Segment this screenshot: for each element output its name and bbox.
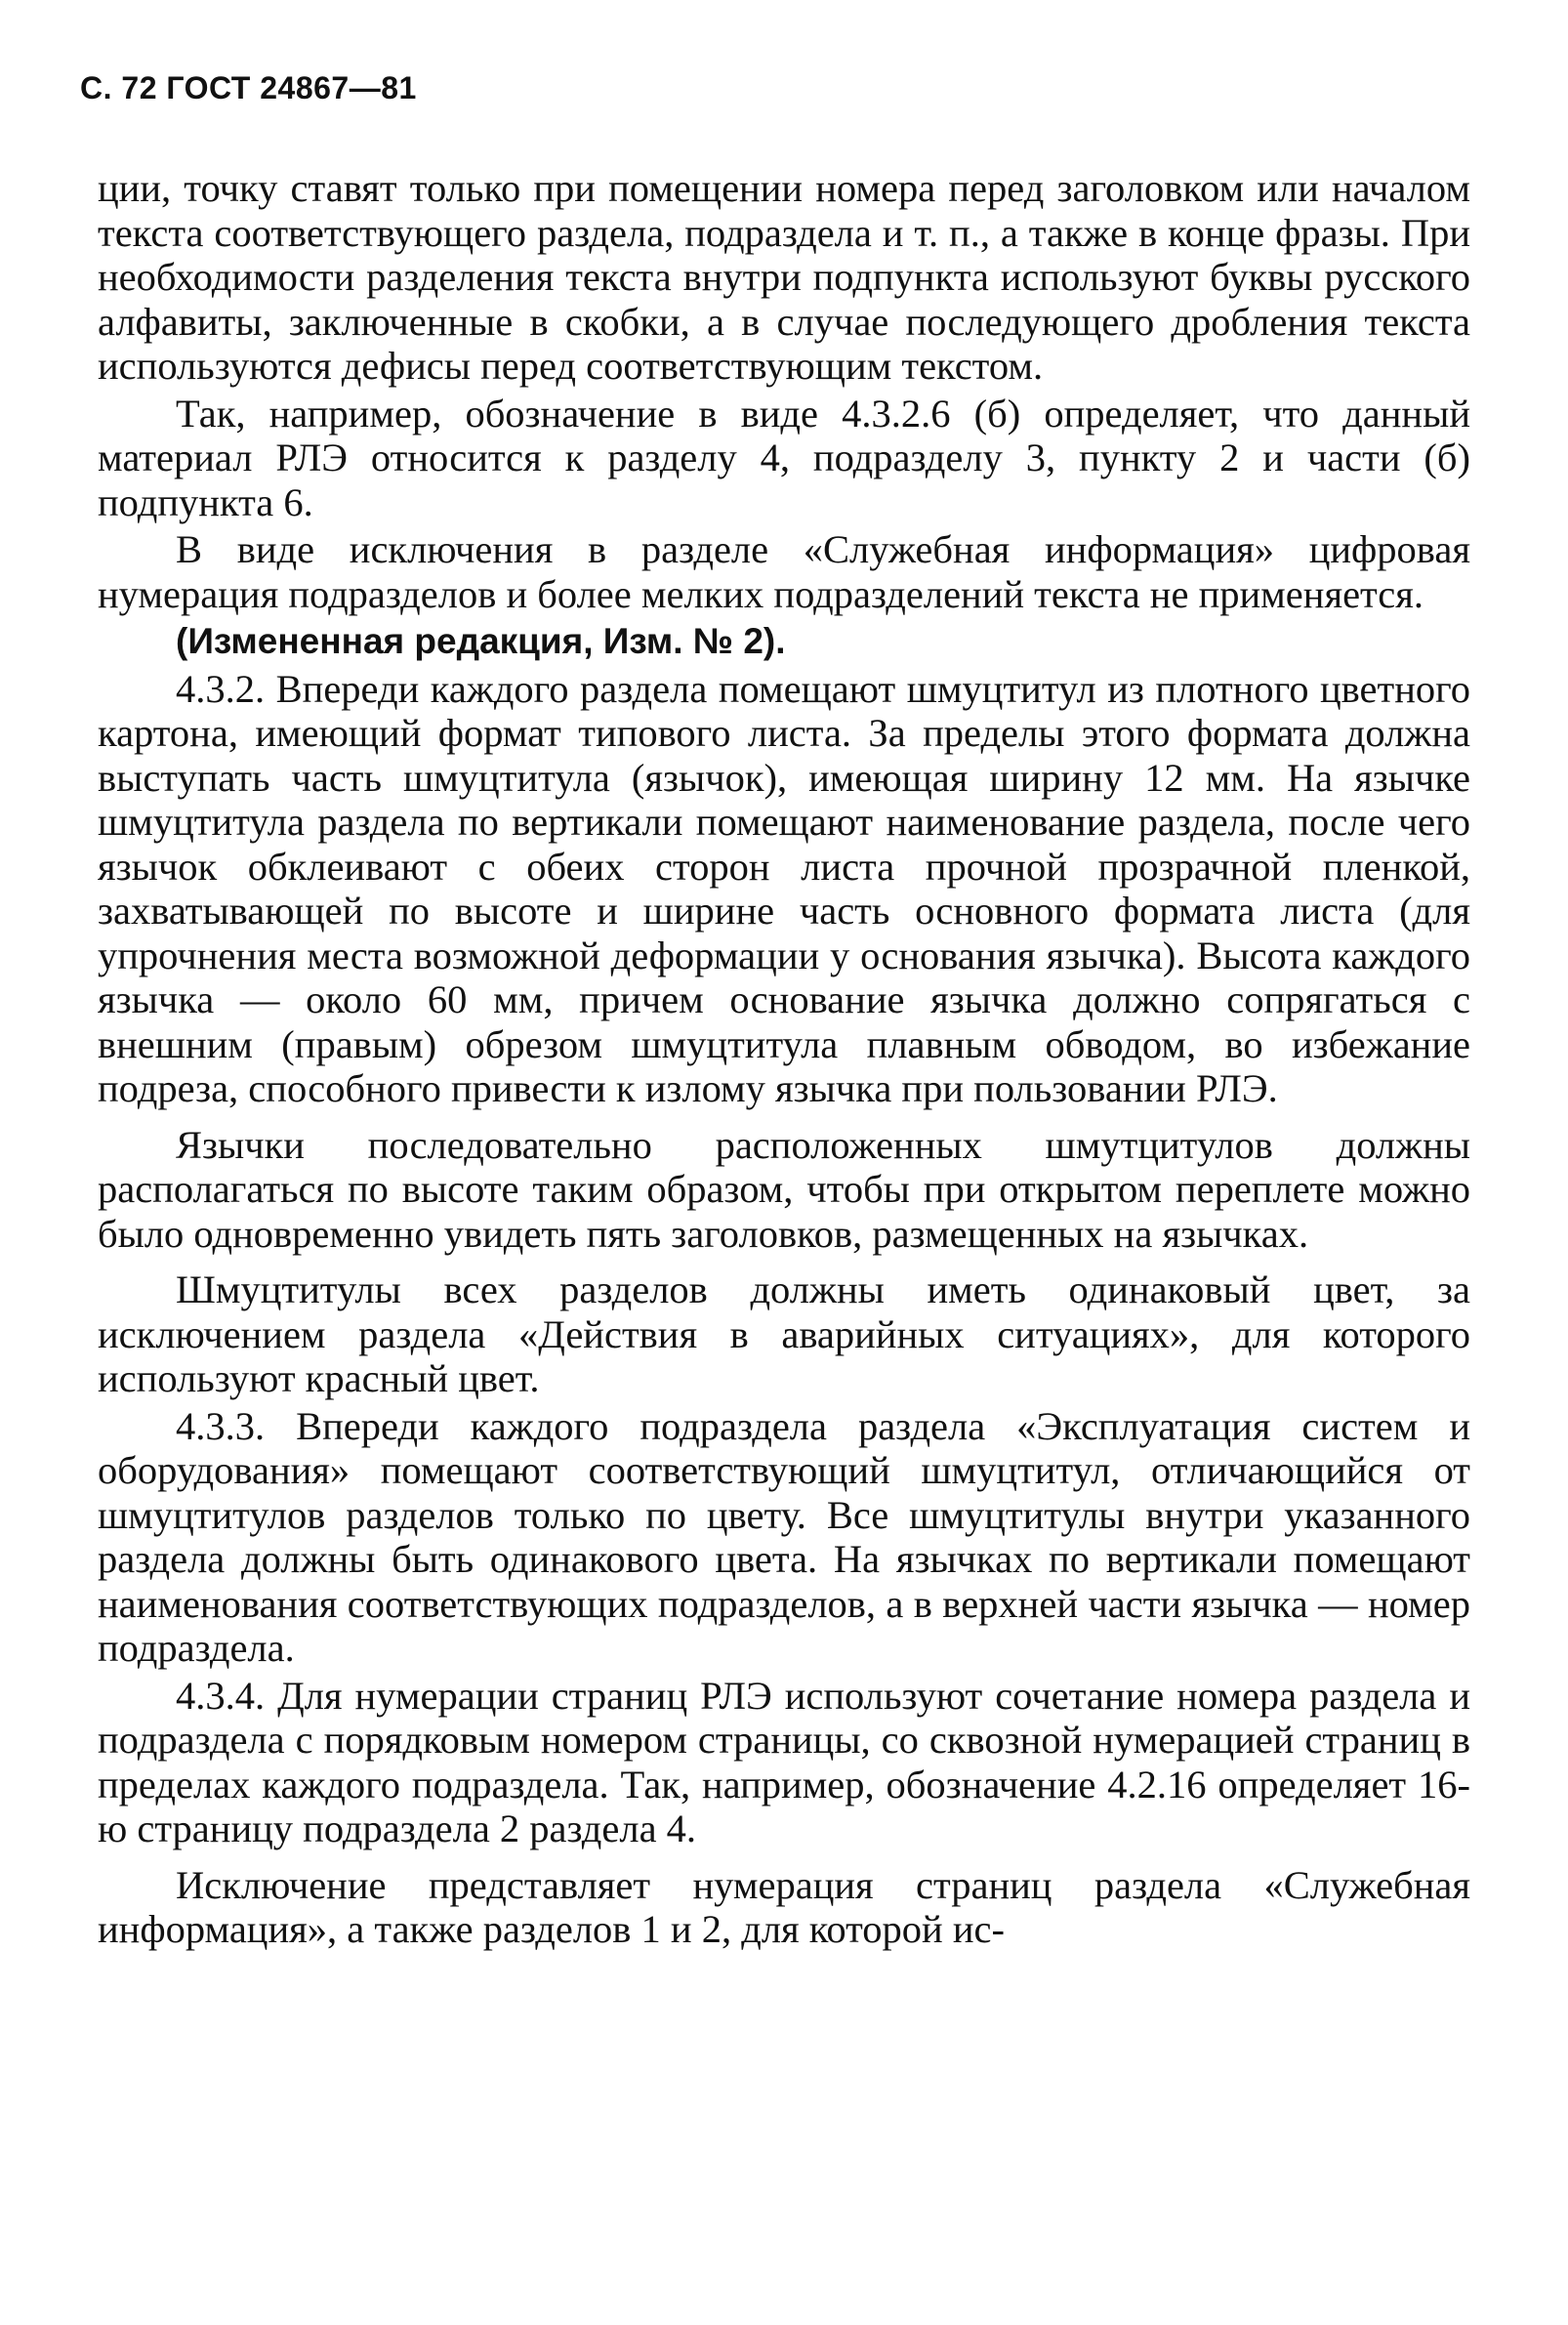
document-body [98,166,1470,1955]
paragraph-tabs-color: Шмуцтитулы всех разделов должны иметь одинаковый цвет, за исключением раздела «Действия в аварийных ситуациях», для которого используют красный цвет. [98,1267,1470,1400]
amendment-note: (Измененная редакция, Изм. № 2). [176,621,786,661]
paragraph-4-3-2: 4.3.2. Впереди каждого раздела помещают шмуцтитул из плотного цветного картона, имеющий формат типового листа. За пределы этого формата должна выступать часть шмуцтитула (язычок), имеющая ширину 12 мм. На язычке шмуцтитула раздела по вертикали помещают наименование раздела, после чего язычок обклеивают с обеих сторон листа прочной прозрачной пленкой, захватывающей по высоте и ширине часть основного формата листа (для упрочнения места возможной деформации у основания язычка). Высота каждого язычка — около 60 мм, причем основание язычка должно сопрягаться с внешним (правым) обрезом шмуцтитула плавным обводом, во избежание подреза, способного привести к излому язычка при пользовании РЛЭ. [98,666,1470,1110]
running-header: С. 72 ГОСТ 24867—81 [80,70,417,105]
paragraph-continuation: ции, точку ставят только при помещении номера перед заголовком или началом текста соответствующего раздела, подраздела и т. п., а также в конце фразы. При необходимости разделения текста внутри подпункта используют буквы русского алфавиты, заключенные в скобки, а в случае последующего дробления текста используются дефисы перед соответствующим текстом. [98,166,1470,388]
paragraph-example-designation: Так, например, обозначение в виде 4.3.2.6 (б) определяет, что данный материал РЛЭ относится к разделу 4, подразделу 3, пункту 2 и части (б) подпункта 6. [98,391,1470,524]
paragraph-tabs-arrangement: Язычки последовательно расположенных шмутцитулов должны располагаться по высоте таким образом, чтобы при открытом переплете можно было одновременно увидеть пять заголовков, размещенных на язычках. [98,1122,1470,1256]
paragraph-exception-service-info: В виде исключения в разделе «Служебная информация» цифровая нумерация подразделов и более мелких подразделений текста не применяется. [98,527,1470,616]
paragraph-page-numbering-exception: Исключение представляет нумерация страниц раздела «Служебная информация», а также разделов 1 и 2, для которой ис- [98,1862,1470,1951]
paragraph-4-3-3: 4.3.3. Впереди каждого подраздела раздела «Эксплуатация систем и оборудования» помещают соответствующий шмуцтитул, отличающийся от шмуцтитулов разделов только по цвету. Все шмуцтитулы внутри указанного раздела должны быть одинакового цвета. На язычках по вертикали помещают наименования соответствующих подразделов, а в верхней части язычка — номер подраздела. [98,1403,1470,1670]
paragraph-4-3-4: 4.3.4. Для нумерации страниц РЛЭ используют сочетание номера раздела и подраздела с порядковым номером страницы, со сквозной нумерацией страниц в пределах каждого подраздела. Так, например, обозначение 4.2.16 определяет 16-ю страницу подраздела 2 раздела 4. [98,1673,1470,1850]
